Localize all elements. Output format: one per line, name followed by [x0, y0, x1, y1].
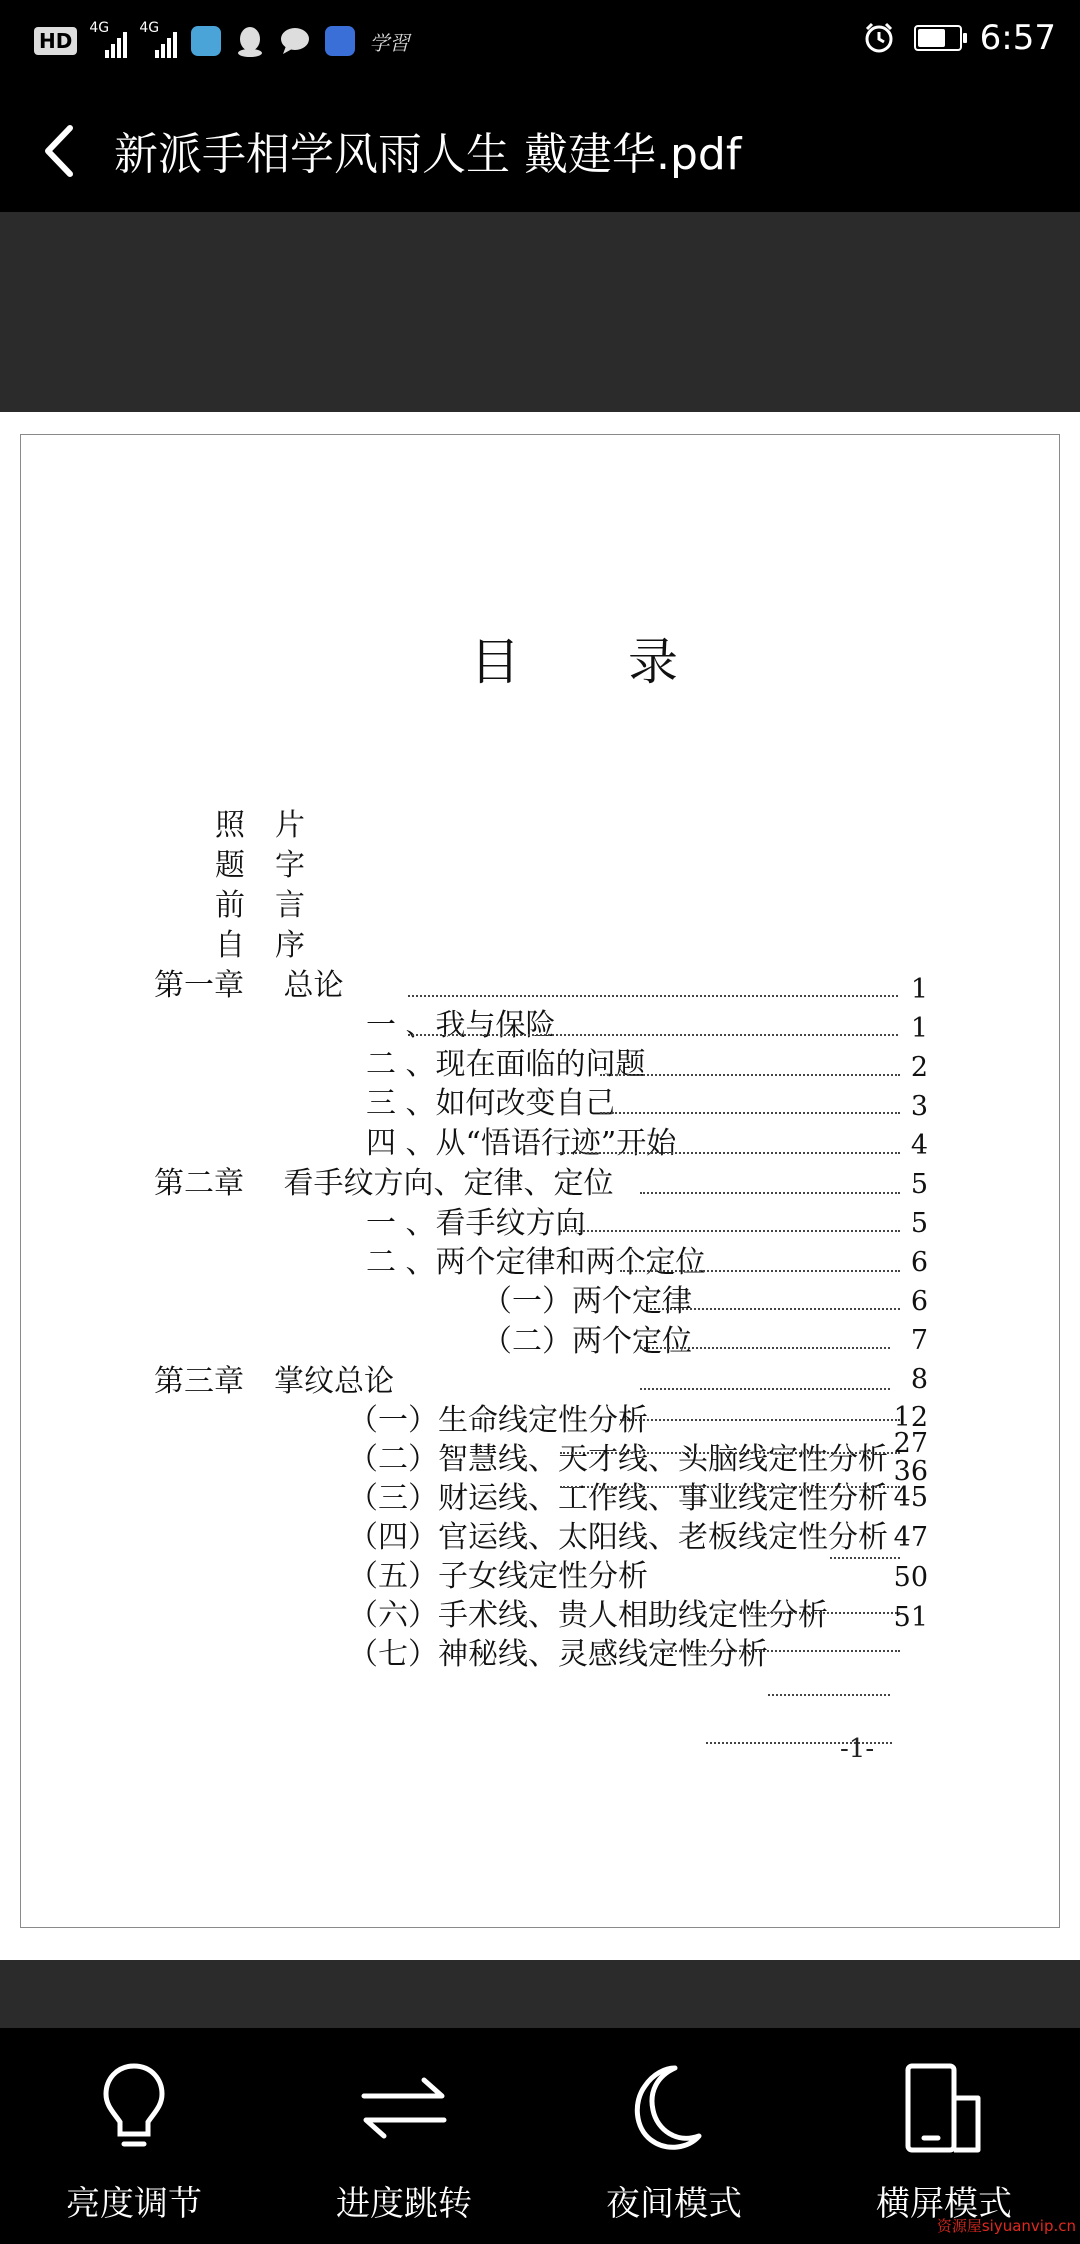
- toc-entry: （一）两个定律: [482, 1284, 692, 1319]
- toc-entry: 第一章 总论: [154, 968, 344, 1003]
- heading-char: 目: [470, 633, 628, 691]
- toc-page-number: 27: [893, 1428, 928, 1459]
- document-viewer[interactable]: [0, 212, 1080, 2028]
- toc-page-number: 36: [893, 1456, 928, 1487]
- watermark: 资源屋siyuanvip.cn: [936, 2217, 1076, 2235]
- lightbulb-icon: [94, 2058, 174, 2158]
- toc-page-number: 8: [910, 1364, 928, 1395]
- dotted-leader: [600, 1074, 900, 1076]
- toc-entry: 第三章 掌纹总论: [154, 1364, 394, 1399]
- toc-entry: 前 言: [215, 888, 305, 923]
- signal-icon-2: [139, 20, 177, 58]
- hd-badge: HD: [34, 27, 77, 55]
- toc-entry: 二 、现在面临的问题: [366, 1047, 646, 1082]
- toc-page-number: 47: [893, 1522, 928, 1553]
- toc-entry: 一 、看手纹方向: [366, 1206, 586, 1241]
- progress-jump-button[interactable]: [294, 2058, 514, 2228]
- toc-page-number: 50: [893, 1562, 928, 1593]
- bottom-toolbar: [0, 2028, 1080, 2244]
- page-footer: -1-: [840, 1734, 875, 1764]
- browser-app-icon: [191, 26, 221, 56]
- landscape-mode-button[interactable]: [834, 2058, 1054, 2228]
- toc-entry: 照 片: [215, 808, 305, 843]
- toc-page-number: 1: [910, 974, 928, 1005]
- dotted-leader: [600, 1112, 900, 1114]
- dotted-leader: [660, 1650, 900, 1652]
- toc-entry: 第二章 看手纹方向、定律、定位: [154, 1166, 614, 1201]
- toc-page-number: 2: [910, 1052, 928, 1083]
- toc-entry: 题 字: [215, 848, 305, 883]
- dotted-leader: [640, 1192, 900, 1194]
- dotted-leader: [640, 1388, 890, 1390]
- app-text: 学習: [369, 30, 410, 55]
- dotted-leader: [650, 1308, 900, 1310]
- dotted-leader: [620, 1270, 900, 1272]
- toc-entry: （三）财运线、工作线、事业线定性分析: [348, 1481, 888, 1516]
- toc-page-number: 12: [893, 1402, 928, 1433]
- battery-icon: [914, 25, 962, 51]
- toc-entry: （五）子女线定性分析: [348, 1559, 648, 1594]
- toc-entry: （四）官运线、太阳线、老板线定性分析: [348, 1520, 888, 1555]
- toc-entry: 二 、两个定律和两个定位: [366, 1245, 706, 1280]
- landscape-mode-label: 横屏模式: [876, 2184, 1012, 2224]
- dotted-leader: [560, 1486, 900, 1488]
- dotted-leader: [640, 1347, 890, 1349]
- toc-page-number: 3: [910, 1091, 928, 1122]
- status-left: [34, 20, 410, 58]
- title-bar: [0, 88, 1080, 212]
- maps-app-icon: [325, 26, 355, 56]
- toc-entry: 自 序: [215, 928, 305, 963]
- signal-icon: [89, 20, 127, 58]
- chevron-left-icon: [28, 116, 88, 186]
- toc-entry: （二）两个定位: [482, 1324, 692, 1359]
- pdf-page: [0, 412, 1080, 1960]
- chat-bubble-icon: [279, 26, 311, 56]
- swap-arrows-icon: [354, 2058, 454, 2158]
- night-mode-label: 夜间模式: [606, 2184, 742, 2224]
- alarm-icon: [862, 21, 896, 55]
- toc-page-number: 5: [910, 1208, 928, 1239]
- network-label-2: 4G: [139, 20, 160, 36]
- toc-page-number: 51: [893, 1602, 928, 1633]
- dotted-leader: [560, 1152, 900, 1154]
- file-title: 新派手相学风雨人生 戴建华.pdf: [114, 129, 742, 180]
- toc-page-number: 7: [910, 1325, 928, 1356]
- toc-entry: 一 、我与保险: [366, 1008, 556, 1043]
- toc-page-number: 5: [910, 1169, 928, 1200]
- toc-page-number: 45: [893, 1482, 928, 1513]
- toc-entry: 四 、从“悟语行迹”开始: [366, 1126, 677, 1161]
- status-right: [862, 18, 1056, 58]
- dotted-leader: [830, 1557, 900, 1559]
- toc-entry: （一）生命线定性分析: [348, 1403, 648, 1438]
- dotted-leader: [768, 1694, 890, 1696]
- progress-jump-label: 进度跳转: [336, 2184, 472, 2224]
- toc-entry: 三 、如何改变自己: [366, 1086, 616, 1121]
- brightness-button[interactable]: [24, 2058, 244, 2228]
- dotted-leader: [560, 1452, 900, 1454]
- toc-page-number: 6: [910, 1247, 928, 1278]
- toc-page-number: 4: [910, 1130, 928, 1161]
- network-label: 4G: [89, 20, 110, 36]
- toc-entry: （七）神秘线、灵感线定性分析: [348, 1637, 768, 1672]
- qq-icon: [235, 25, 265, 57]
- toc-heading: [470, 622, 786, 694]
- dotted-leader: [408, 995, 898, 997]
- dotted-leader: [560, 1230, 900, 1232]
- status-bar: [0, 0, 1080, 88]
- rotate-screen-icon: [894, 2058, 994, 2158]
- heading-char: 录: [628, 633, 786, 691]
- toc-page-number: 1: [910, 1013, 928, 1044]
- dotted-leader: [740, 1612, 900, 1614]
- battery-fill: [918, 29, 945, 47]
- toc-entry: （二）智慧线、天才线、头脑线定性分析: [348, 1442, 888, 1477]
- dotted-leader: [620, 1419, 900, 1421]
- clock: 6:57: [979, 18, 1056, 58]
- moon-icon: [629, 2058, 719, 2158]
- night-mode-button[interactable]: [564, 2058, 784, 2228]
- dotted-leader: [408, 1034, 898, 1036]
- toc-page-number: 6: [910, 1286, 928, 1317]
- brightness-label: 亮度调节: [66, 2184, 202, 2224]
- back-button[interactable]: [28, 116, 88, 186]
- toc-entry: （六）手术线、贵人相助线定性分析: [348, 1598, 828, 1633]
